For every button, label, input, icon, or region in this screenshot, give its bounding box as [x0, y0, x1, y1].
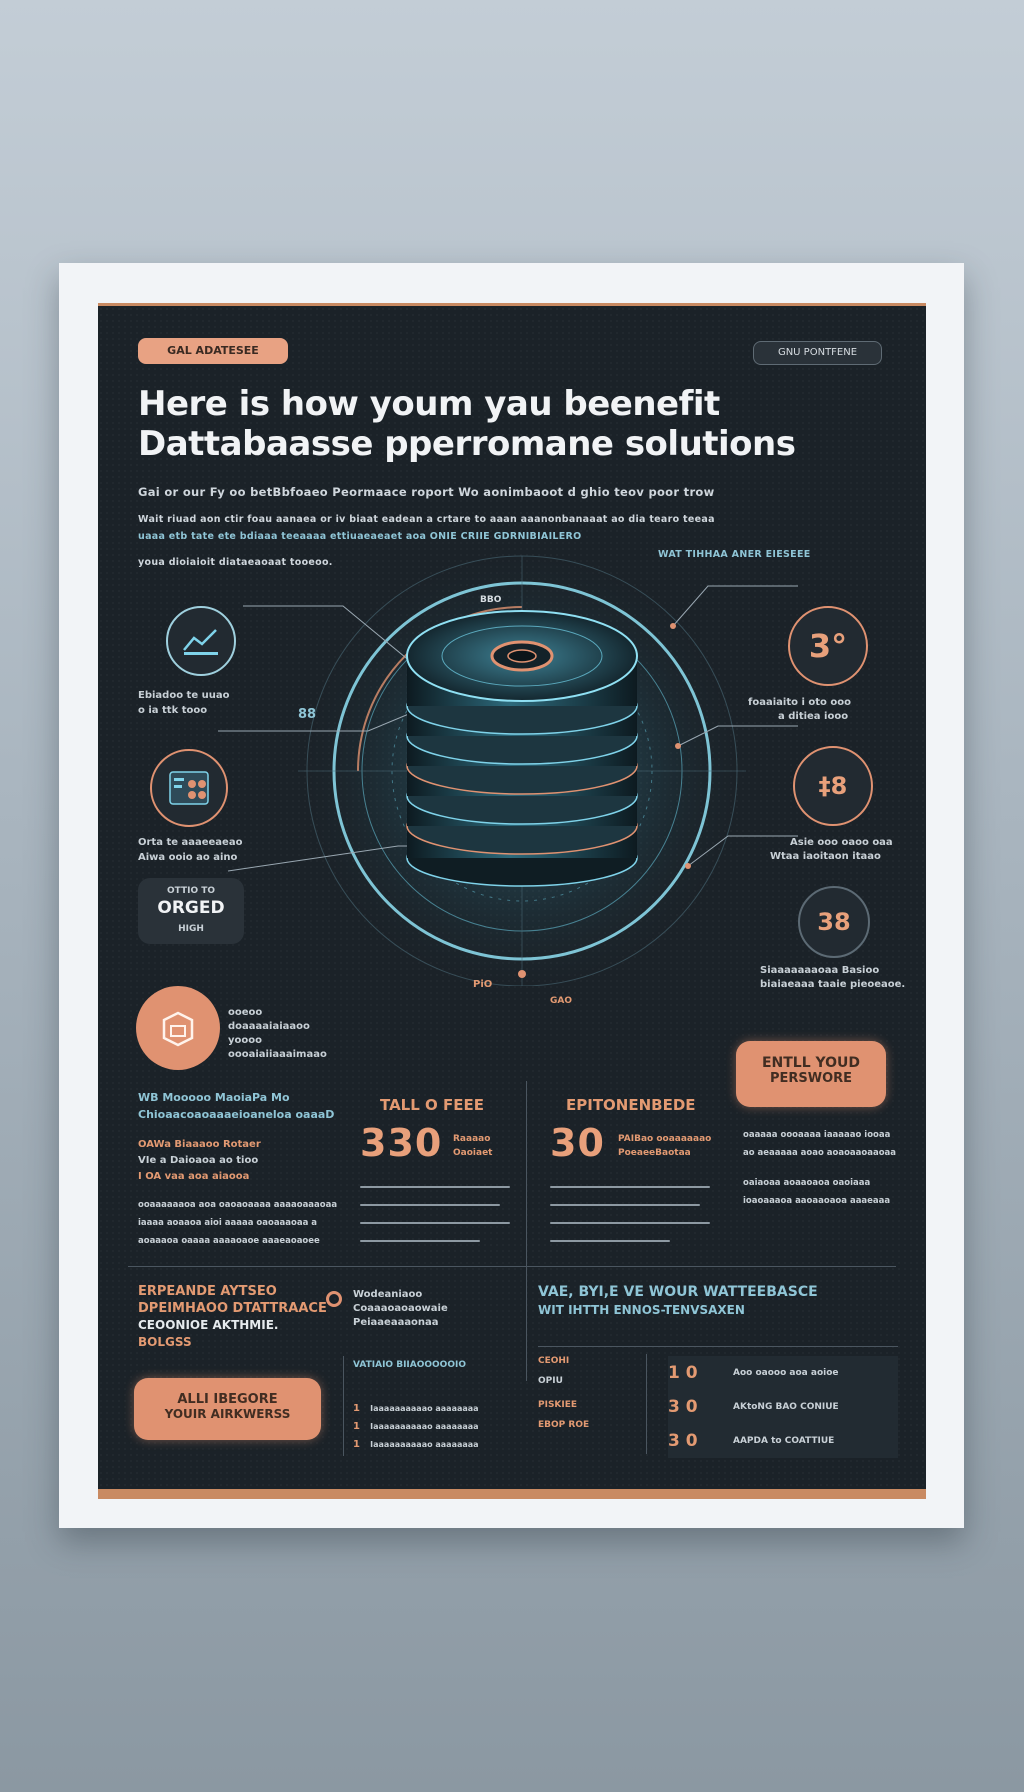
bottom-mid-heading-3: Peiaaeaaaonaa: [353, 1317, 439, 1328]
box-icon: [158, 1008, 198, 1048]
analyze-cta-line-1: ALLI IBEGORE: [177, 1392, 278, 1407]
right-callout-1-line-2: a ditiea iooo: [778, 711, 849, 722]
left-callout-2-circle: [150, 749, 228, 827]
chart-icon: [180, 624, 222, 658]
connector-dot-4: [675, 743, 681, 749]
list-heading: VATIAIO BIIAOOOOOIO: [353, 1360, 466, 1370]
target-icon: [326, 1291, 342, 1307]
stats-left-body-1: ooaaaaaaoa aoa oaoaoaaaa aaaaoaaaoaa: [138, 1200, 338, 1210]
stat-2-text-line: [550, 1186, 710, 1188]
stat-2-caption-2: PoeaeeBaotaa: [618, 1148, 691, 1158]
stats-right-body-4: ioaoaaaoa aaoaaoaoa aaaeaaa: [743, 1196, 891, 1206]
stat-1-heading: TALL O FEEE: [380, 1096, 484, 1114]
right-callout-1-line-1: foaaiaito i oto ooo: [748, 697, 851, 708]
stat-1-caption-1: Raaaao: [453, 1134, 491, 1144]
stats-left-title-2: Chioaacoaoaaaeioaneloa oaaaD: [138, 1108, 335, 1121]
top-left-tag: GAL ADATESEE: [138, 338, 288, 364]
stat-1-text-line: [360, 1186, 510, 1188]
bottom-left-title-4: BOLGSS: [138, 1335, 192, 1349]
intro-line-2: Wait riuad aon ctir foau aanaea or iv biaat eadean a crtare to aaan aaanonbanaaat ao dia tearo teeaa: [138, 514, 715, 525]
right-callout-2-line-2: Wtaa iaoitaon itaao: [770, 851, 881, 862]
stat-2-text-line: [550, 1204, 700, 1206]
right-callout-1-circle: [788, 606, 868, 686]
stat-1-caption-2: Oaoiaet: [453, 1148, 493, 1158]
enroll-cta-line-1: ENTLL YOUD: [761, 1055, 861, 1071]
right-callout-3-line-2: biaiaeaaa taaie pieoeaoe.: [760, 979, 906, 990]
left-callout-1-circle: [166, 606, 236, 676]
right-callout-3-value: 38: [817, 908, 851, 936]
stat-1-text-line: [360, 1240, 480, 1242]
stats-right-body-1: oaaaaa oooaaaa iaaaaao iooaa: [743, 1130, 891, 1140]
right-callout-3-circle: [798, 886, 870, 958]
stat-1-text-line: [360, 1222, 510, 1224]
analyze-cta-line-2: YOUIR AIRKWERSS: [164, 1407, 291, 1421]
hero-bottom-node: [518, 970, 526, 978]
stats-left-orange-3: I OA vaa aoa aiaooa: [138, 1171, 250, 1182]
metrics-list: [668, 1356, 898, 1458]
bottom-left-title-3: CEOONIOE AKTHMIE.: [138, 1318, 279, 1332]
intro-line-4: youa dioiaioit diataeaoaat tooeoo.: [138, 557, 333, 568]
left-callout-2-line-1: Orta te aaaeeaeao: [138, 837, 243, 848]
right-callout-1-value: 3°: [808, 627, 848, 665]
connector-dot-5: [685, 863, 691, 869]
left-callout-2-line-2: Aiwa ooio ao aino: [138, 852, 238, 863]
hero-side-mark: 88: [298, 707, 317, 722]
metric-text: AAPDA to COATTIUE: [733, 1436, 835, 1446]
badge-bottom-text: HIGH: [178, 924, 204, 934]
connector-dot-3: [670, 623, 676, 629]
database-stack: [407, 611, 637, 886]
right-callout-2-line-1: Asie ooo oaoo oaa: [790, 837, 893, 848]
bottom-mid-heading-1: Wodeaniaoo: [353, 1289, 423, 1300]
bottom-divider: [128, 1266, 896, 1267]
stat-2-caption-1: PAIBao ooaaaaaao: [618, 1134, 712, 1144]
stats-right-body-2: ao aeaaaaa aoao aoaoaaoaaoaa: [743, 1148, 897, 1158]
metric-row: [668, 1356, 898, 1390]
bottom-right-heading-2: WIT IHTTH ENNOS-TENVSAXEN: [538, 1303, 745, 1317]
hero-bottom-left-mark: PiO: [473, 979, 493, 990]
intro-teal-line: WAT TIHHAA ANER EIESEEE: [658, 549, 811, 560]
metric-row: [668, 1424, 898, 1458]
left-callout-4-circle: [136, 986, 220, 1070]
stats-left-body-3: aoaaaoa oaaaa aaaaoaoe aaaeaoaoee: [138, 1236, 320, 1246]
list-item: 1 Iaaaaaaaaaao aaaaaaaa: [353, 1439, 479, 1450]
mini-label: EBOP ROE: [538, 1420, 590, 1430]
hero-top-mark: BBO: [480, 595, 502, 605]
stat-2-text-line: [550, 1222, 710, 1224]
badge-top-text: OTTIO TO: [166, 886, 216, 896]
stats-right-body-3: oaiaoaa aoaaoaoa oaoiaaa: [743, 1178, 871, 1188]
stat-2-text-line: [550, 1240, 670, 1242]
right-callout-3-line-1: Siaaaaaaaoaa Basioo: [760, 965, 880, 976]
metric-value: 3 0: [668, 1397, 698, 1417]
left-callout-3-badge: [138, 878, 244, 944]
bottom-left-title-2: DPEIMHAOO DTATTRAACE: [138, 1301, 327, 1316]
left-callout-1-line-1: Ebiadoo te uuao: [138, 690, 230, 701]
mini-label: CEOHI: [538, 1356, 570, 1366]
metrics-inner-divider: [646, 1354, 647, 1454]
poster-panel: [98, 303, 926, 1499]
left-callout-1-line-2: o ia ttk tooo: [138, 705, 208, 716]
metric-value: 3 0: [668, 1431, 698, 1451]
hero-bottom-right-mark: GAO: [550, 996, 573, 1006]
intro-line-1: Gai or our Fy oo betBbfoaeo Peormaace roport Wo aonimbaoot d ghio teov poor trow: [138, 485, 715, 499]
metric-value: 1 0: [668, 1363, 698, 1383]
left-callout-4-line-4: oooaiaiiaaaimaao: [228, 1049, 327, 1060]
enroll-cta-button[interactable]: [736, 1041, 886, 1107]
bottom-mid-heading-2: Coaaaoaoaowaie: [353, 1303, 448, 1314]
list-item: 1 Iaaaaaaaaaao aaaaaaaa: [353, 1421, 479, 1432]
stats-divider-center: [526, 1081, 527, 1381]
stats-left-body-2: iaaaa aoaaoa aioi aaaaa oaoaaaoaa a: [138, 1218, 318, 1228]
right-callout-2-circle: [793, 746, 873, 826]
metric-row: [668, 1390, 898, 1424]
stat-2-number: 30: [550, 1121, 605, 1165]
right-callout-2-value: ‡8: [818, 772, 848, 800]
headline-line-2: Dattabaasse pperromane solutions: [138, 424, 796, 464]
metrics-divider: [538, 1346, 898, 1347]
badge-main-text: ORGED: [157, 898, 225, 918]
stat-1-text-line: [360, 1204, 500, 1206]
bottom-left-title-1: ERPEANDE AYTSEO: [138, 1284, 277, 1299]
metric-text: AKtoNG BAO CONIUE: [733, 1402, 839, 1412]
stats-left-title-1: WB Mooooo MaoiaPa Mo: [138, 1091, 290, 1104]
grid-icon: [166, 768, 212, 808]
stats-left-orange-2: VIe a Daioaoa ao tioo: [138, 1155, 259, 1166]
stat-1-number: 330: [360, 1121, 443, 1165]
analyze-cta-button[interactable]: [134, 1378, 321, 1440]
intro-line-3: uaaa etb tate ete bdiaaa teeaaaa ettiuaeaeaet aoa ONIE CRIIE GDRNIBIAILERO: [138, 531, 582, 542]
headline-line-1: Here is how youm yau beenefit: [138, 384, 720, 424]
metric-text: Aoo oaooo aoa aoioe: [733, 1368, 839, 1378]
mini-label: OPIU: [538, 1376, 563, 1386]
left-callout-4-line-3: yoooo: [228, 1035, 262, 1046]
mini-label: PISKIEE: [538, 1400, 578, 1410]
stats-left-orange-1: OAWa Biaaaoo Rotaer: [138, 1139, 261, 1150]
top-right-tag: GNU PONTFENE: [753, 341, 882, 365]
stat-2-heading: EPITONENBEDE: [566, 1096, 696, 1114]
enroll-cta-line-2: PERSWORE: [769, 1071, 853, 1086]
bottom-mid-divider: [343, 1356, 344, 1456]
list-item: 1 Iaaaaaaaaaao aaaaaaaa: [353, 1403, 479, 1414]
bottom-right-heading-1: VAE, BYI,E VE WOUR WATTEEBASCE: [538, 1284, 818, 1300]
left-callout-4-line-1: ooeoo: [228, 1007, 263, 1018]
left-callout-4-line-2: doaaaaiaiaaoo: [228, 1021, 310, 1032]
bottom-list: [353, 1396, 493, 1450]
